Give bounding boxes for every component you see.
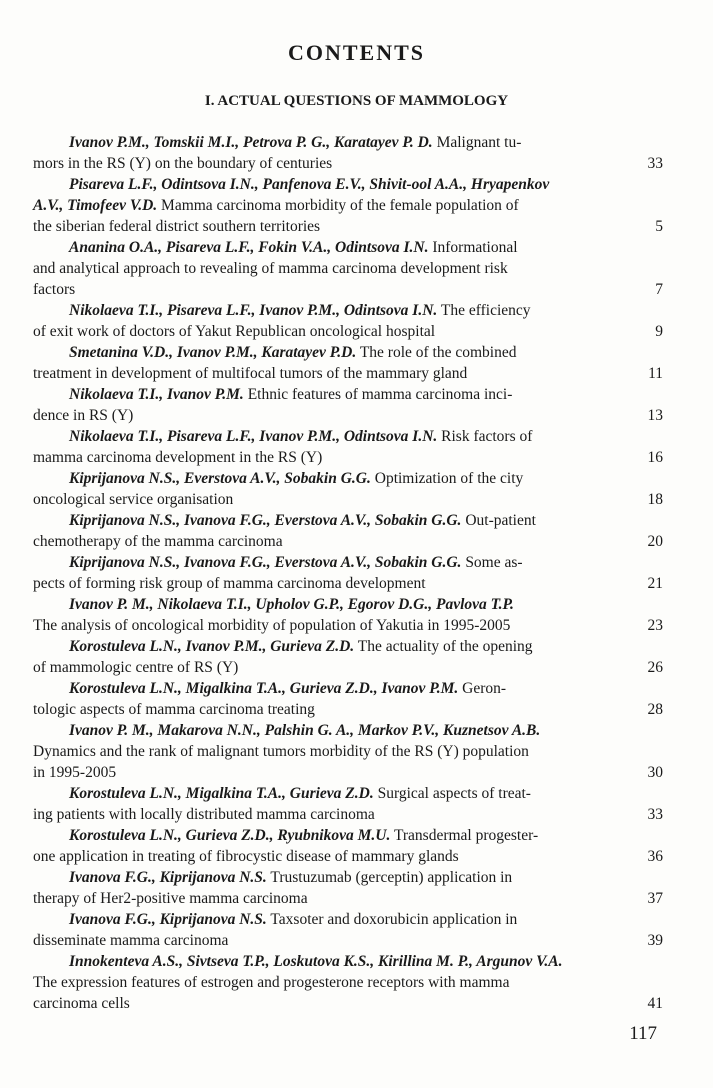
toc-entry-page-number: 26 [647,659,663,676]
toc-entry-text [33,447,322,468]
toc-entry-page-number: 5 [655,218,663,235]
toc-entry-title: Some as- [461,554,523,571]
toc-entry-text [33,615,510,636]
toc-entry-title: disseminate mamma carcinoma [33,932,229,949]
toc-entry-line [33,909,663,930]
toc-entry [33,468,663,510]
toc-entry [33,867,663,909]
toc-entry-text [33,384,512,405]
toc-entry-authors: Kiprijanova N.S., Ivanova F.G., Everstova A.V., Sobakin G.G. [69,512,462,529]
toc-entry-title: of exit work of doctors of Yakut Republican oncological hospital [33,323,436,340]
toc-entry-title: Surgical aspects of treat- [373,785,531,802]
toc-entry-line [33,195,663,216]
toc-entry-line [33,762,663,783]
toc-entry-line [33,804,663,825]
toc-entry-page-spacer [639,972,663,993]
toc-entry-authors: Ivanova F.G., Kiprijanova N.S. [69,911,267,928]
toc-entry-title: The efficiency [437,302,531,319]
toc-entry [33,174,663,237]
toc-entry-text [33,216,320,237]
toc-entry-text [33,846,459,867]
toc-entry-page-spacer [639,342,663,363]
toc-entry-page-number: 41 [647,995,663,1012]
toc-entry-text [33,552,523,573]
toc-entry-line [33,888,663,909]
toc-entry-page-number: 16 [647,449,663,466]
toc-entry-title: The expression features of estrogen and progesterone receptors with mamma [33,974,510,991]
toc-entry-page-spacer [639,636,663,657]
toc-entry-text [33,720,540,741]
toc-entry-line [33,132,663,153]
toc-entry-text [33,699,315,720]
toc-entry-line [33,342,663,363]
toc-entry-authors: Ivanova F.G., Kiprijanova N.S. [69,869,267,886]
toc-entry-authors: Korostuleva L.N., Ivanov P.M., Gurieva Z.D. [69,638,355,655]
toc-entry-title: Ethnic features of mamma carcinoma inci- [243,386,513,403]
toc-entry-text [33,594,514,615]
toc-entry-text [33,426,532,447]
toc-entry-page-spacer [639,300,663,321]
toc-entry-text [33,762,116,783]
toc-entry-text [33,468,523,489]
toc-entry-page-number: 13 [647,407,663,424]
toc-entry-page-number: 37 [647,890,663,907]
toc-entry [33,909,663,951]
toc-entry-page-spacer [639,741,663,762]
toc-entry [33,678,663,720]
toc-entry-title: Mamma carcinoma morbidity of the female population of [157,197,519,214]
toc-entry-title: and analytical approach to revealing of mamma carcinoma development risk [33,260,508,277]
toc-entry-line [33,741,663,762]
toc-entry-text [33,174,549,195]
toc-entry-title: chemotherapy of the mamma carcinoma [33,533,283,550]
toc-entry-text [33,804,375,825]
toc-entry-text [33,741,529,762]
toc-entry-authors: Nikolaeva T.I., Pisareva L.F., Ivanov P.M., Odintsova I.N. [69,428,438,445]
toc-entry-line [33,720,663,741]
toc-entry-line [33,594,663,615]
toc-entry-line [33,615,663,636]
toc-entry-text [33,489,233,510]
toc-entry [33,132,663,174]
toc-entry-page-number: 23 [647,617,663,634]
toc-entry-page-spacer [639,174,663,195]
toc-entry-text [33,300,531,321]
toc-entry-title: dence in RS (Y) [33,407,134,424]
toc-entry-page-spacer [639,867,663,888]
toc-entry-line [33,699,663,720]
toc-entry-line [33,867,663,888]
toc-entry-title: The role of the combined [356,344,517,361]
toc-entry-line [33,678,663,699]
toc-entry-line [33,552,663,573]
toc-entry [33,636,663,678]
toc-entry-line [33,174,663,195]
toc-entry-text [33,342,516,363]
toc-entry-title: The analysis of oncological morbidity of population of Yakutia in 1995-2005 [33,617,511,634]
toc-entry-line [33,468,663,489]
toc-entry-authors: Korostuleva L.N., Migalkina T.A., Gurieva Z.D., Ivanov P.M. [69,680,459,697]
toc-entry [33,510,663,552]
toc-entry-text [33,930,228,951]
toc-entry-text [33,153,332,174]
toc-entry-line [33,573,663,594]
toc-entry-page-spacer [639,552,663,573]
toc-entry-text [33,993,130,1014]
toc-entry-line [33,636,663,657]
toc-entry [33,237,663,300]
toc-entry-text [33,279,75,300]
toc-entry-authors: Ivanov P. M., Nikolaeva T.I., Upholov G.P., Egorov D.G., Pavlova T.P. [69,596,514,613]
page-title: CONTENTS [287,40,426,65]
toc-entry-line [33,300,663,321]
toc-entry-title: one application in treating of fibrocystic disease of mammary glands [33,848,459,865]
toc-entry-page-number: 33 [647,155,663,172]
toc-entry-title: carcinoma cells [33,995,130,1012]
toc-entry-line [33,384,663,405]
toc-entry-authors: Ivanov P.M., Tomskii M.I., Petrova P. G., Karatayev P. D. [69,134,433,151]
toc-entry-line [33,825,663,846]
toc-entry-line [33,489,663,510]
toc-entry-text [33,825,538,846]
toc-entry-line [33,321,663,342]
toc-entry-text [33,573,426,594]
toc-entry-authors: A.V., Timofeev V.D. [33,197,158,214]
toc-entry-authors: Pisareva L.F., Odintsova I.N., Panfenova E.V., Shivit-ool A.A., Hryapenkov [69,176,550,193]
toc-entry-line [33,972,663,993]
toc-entry-text [33,405,133,426]
toc-entry-text [33,321,435,342]
toc-entry-page-spacer [639,195,663,216]
toc-entry-page-number: 30 [647,764,663,781]
toc-entry-page-number: 28 [647,701,663,718]
toc-entry-title: ing patients with locally distributed mamma carcinoma [33,806,375,823]
toc-entry-title: Optimization of the city [370,470,524,487]
toc-entry-text [33,972,509,993]
toc-entry-authors: Korostuleva L.N., Gurieva Z.D., Ryubnikova M.U. [69,827,391,844]
toc-entry-title: The actuality of the opening [354,638,533,655]
toc-entry-page-number: 20 [647,533,663,550]
toc-entry-page-spacer [639,951,663,972]
toc-entry-title: of mammologic centre of RS (Y) [33,659,239,676]
toc-entry [33,384,663,426]
section-heading: I. ACTUAL QUESTIONS OF MAMMOLOGY [204,93,509,109]
toc-entry-title: treatment in development of multifocal tumors of the mammary gland [33,365,468,382]
table-of-contents [33,132,663,1014]
toc-entry-title: Risk factors of [437,428,533,445]
toc-entry-title: in 1995-2005 [33,764,117,781]
toc-entry-title: pects of forming risk group of mamma carcinoma development [33,575,426,592]
toc-entry [33,552,663,594]
toc-entry-text [33,195,519,216]
toc-entry-page-number: 39 [647,932,663,949]
toc-entry-page-number: 9 [655,323,663,340]
toc-entry-page-spacer [639,132,663,153]
page-number: 117 [629,1023,657,1044]
toc-entry [33,720,663,783]
toc-entry-text [33,657,238,678]
toc-entry [33,594,663,636]
toc-entry-page-spacer [639,258,663,279]
toc-entry-text [33,867,512,888]
toc-entry-line [33,426,663,447]
toc-entry-line [33,930,663,951]
toc-entry-line [33,993,663,1014]
toc-entry-page-number: 21 [647,575,663,592]
toc-entry-line [33,510,663,531]
toc-entry-text [33,237,518,258]
toc-entry-page-spacer [639,237,663,258]
toc-entry-authors: Smetanina V.D., Ivanov P.M., Karatayev P.D. [69,344,357,361]
toc-entry-line [33,531,663,552]
toc-entry-text [33,258,508,279]
toc-entry-page-number: 33 [647,806,663,823]
toc-entry-page-spacer [639,909,663,930]
toc-entry-page-spacer [639,678,663,699]
toc-entry-line [33,657,663,678]
toc-entry-page-spacer [639,783,663,804]
toc-entry-title: Trustuzumab (gerceptin) application in [266,869,513,886]
toc-entry-authors: Nikolaeva T.I., Ivanov P.M. [69,386,244,403]
toc-entry-text [33,132,521,153]
toc-entry-title: mors in the RS (Y) on the boundary of centuries [33,155,333,172]
toc-entry-title: tologic aspects of mamma carcinoma treating [33,701,315,718]
toc-entry-title: Dynamics and the rank of malignant tumors morbidity of the RS (Y) population [33,743,529,760]
toc-entry-page-number: 36 [647,848,663,865]
toc-entry-authors: Ananina O.A., Pisareva L.F., Fokin V.A., Odintsova I.N. [69,239,429,256]
toc-entry-page-spacer [639,594,663,615]
toc-entry-page-spacer [639,384,663,405]
toc-entry-text [33,531,283,552]
toc-entry-line [33,279,663,300]
toc-entry-title: factors [33,281,76,298]
toc-entry-line [33,405,663,426]
toc-entry-text [33,510,536,531]
toc-entry-page-number: 18 [647,491,663,508]
toc-entry [33,951,663,1014]
toc-entry [33,300,663,342]
toc-entry-title: oncological service organisation [33,491,234,508]
toc-entry-title: mamma carcinoma development in the RS (Y) [33,449,323,466]
toc-entry-text [33,888,308,909]
toc-entry-line [33,951,663,972]
toc-entry-line [33,846,663,867]
toc-entry-page-spacer [639,468,663,489]
toc-entry-title: therapy of Her2-positive mamma carcinoma [33,890,308,907]
toc-entry-title: Out-patient [461,512,536,529]
toc-entry-page-spacer [639,426,663,447]
toc-entry-authors: Korostuleva L.N., Migalkina T.A., Gurieva Z.D. [69,785,374,802]
toc-entry-text [33,636,533,657]
toc-entry-title: Geron- [458,680,507,697]
toc-entry-title: Malignant tu- [432,134,522,151]
toc-entry-text [33,909,517,930]
toc-entry-authors: Nikolaeva T.I., Pisareva L.F., Ivanov P.M., Odintsova I.N. [69,302,438,319]
toc-entry-line [33,153,663,174]
toc-entry [33,342,663,384]
toc-entry-page-number: 7 [655,281,663,298]
toc-entry-line [33,783,663,804]
toc-entry-line [33,216,663,237]
toc-entry-line [33,237,663,258]
toc-entry-title: Transdermal progester- [390,827,539,844]
toc-entry [33,825,663,867]
toc-entry-title: Informational [428,239,518,256]
toc-entry-authors: Ivanov P. M., Makarova N.N., Palshin G. A., Markov P.V., Kuznetsov A.B. [69,722,541,739]
toc-entry-line [33,258,663,279]
toc-entry-text [33,363,467,384]
toc-entry [33,426,663,468]
toc-entry-title: the siberian federal district southern territories [33,218,321,235]
toc-entry-page-number: 11 [648,365,663,382]
toc-entry-line [33,447,663,468]
toc-entry-text [33,783,531,804]
toc-entry-text [33,678,506,699]
toc-entry-title: Taxsoter and doxorubicin application in [266,911,518,928]
toc-entry-authors: Innokenteva A.S., Sivtseva T.P., Loskutova K.S., Kirillina M. P., Argunov V.A. [69,953,563,970]
toc-entry-line [33,363,663,384]
toc-entry-page-spacer [639,825,663,846]
toc-entry-page-spacer [639,720,663,741]
toc-entry [33,783,663,825]
toc-entry-text [33,951,563,972]
toc-entry-page-spacer [639,510,663,531]
toc-entry-authors: Kiprijanova N.S., Everstova A.V., Sobakin G.G. [69,470,371,487]
toc-entry-authors: Kiprijanova N.S., Ivanova F.G., Everstova A.V., Sobakin G.G. [69,554,462,571]
